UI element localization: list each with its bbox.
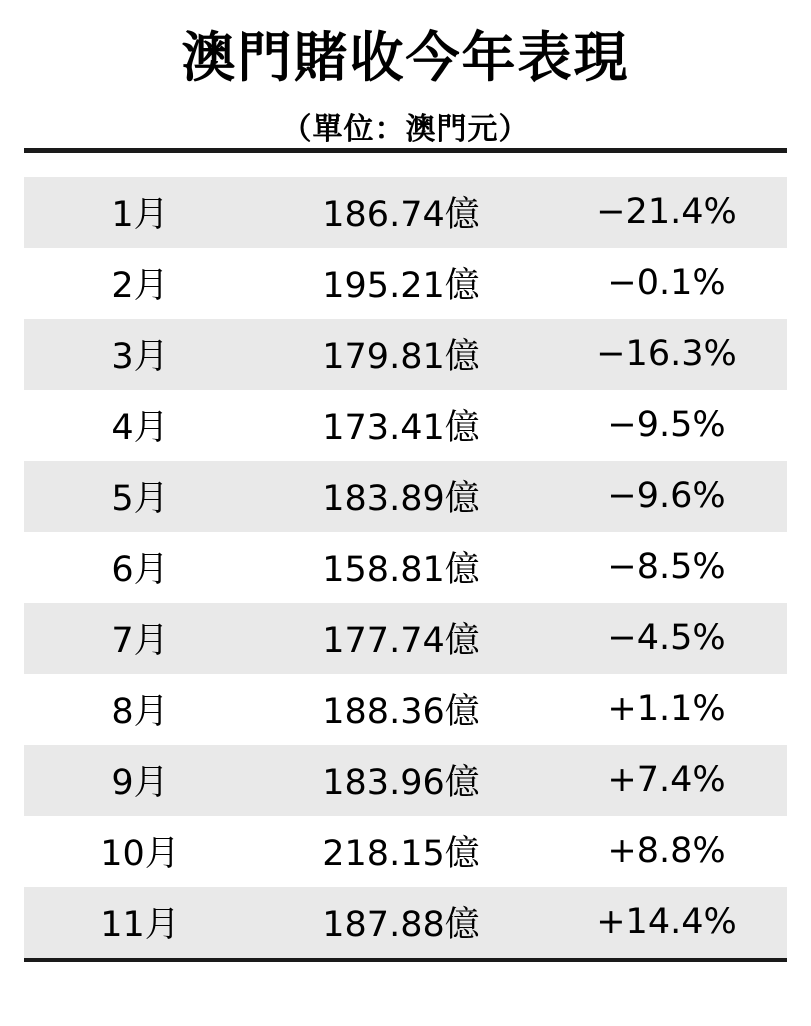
change-value: +8.8%: [607, 831, 726, 872]
amount-value: 187.88億: [322, 905, 480, 946]
table-row: [24, 319, 787, 390]
table-row: [24, 390, 787, 461]
cell-change: [546, 532, 787, 603]
change-value: −0.1%: [607, 263, 726, 304]
cell-change: [546, 674, 787, 745]
change-value: +7.4%: [607, 760, 726, 801]
month-value: 9月: [111, 763, 169, 804]
cell-amount: [256, 177, 546, 248]
table-row: [24, 674, 787, 745]
month-value: 5月: [111, 479, 169, 520]
cell-change: [546, 390, 787, 461]
cell-month: [24, 177, 256, 248]
table-row: [24, 461, 787, 532]
cell-month: [24, 461, 256, 532]
cell-month: [24, 887, 256, 958]
cell-change: [546, 248, 787, 319]
amount-value: 188.36億: [322, 692, 480, 733]
page-subtitle: （單位：澳門元）: [281, 111, 530, 147]
table-row: [24, 177, 787, 248]
page-title: 澳門賭收今年表現: [181, 26, 630, 89]
month-value: 2月: [111, 266, 169, 307]
month-value: 10月: [100, 834, 180, 875]
table-row: [24, 887, 787, 958]
cell-amount: [256, 461, 546, 532]
month-value: 6月: [111, 550, 169, 591]
table-row: [24, 532, 787, 603]
cell-amount: [256, 674, 546, 745]
table-body: [24, 177, 787, 958]
month-value: 11月: [100, 905, 180, 946]
cell-change: [546, 461, 787, 532]
cell-change: [546, 745, 787, 816]
table-row: [24, 248, 787, 319]
cell-month: [24, 248, 256, 319]
gaming-revenue-table: [24, 177, 787, 958]
cell-change: [546, 816, 787, 887]
change-value: −9.6%: [607, 476, 726, 517]
cell-change: [546, 603, 787, 674]
table-row: [24, 816, 787, 887]
change-value: +14.4%: [596, 902, 737, 943]
cell-amount: [256, 390, 546, 461]
cell-month: [24, 603, 256, 674]
table-top-rule: [24, 148, 787, 153]
change-value: −8.5%: [607, 547, 726, 588]
change-value: −21.4%: [596, 192, 737, 233]
infographic-page: [0, 26, 811, 1026]
table-row: [24, 603, 787, 674]
cell-amount: [256, 887, 546, 958]
table-bottom-rule: [24, 958, 787, 962]
cell-amount: [256, 745, 546, 816]
table-container: [24, 177, 787, 958]
cell-month: [24, 674, 256, 745]
table-row: [24, 745, 787, 816]
cell-change: [546, 177, 787, 248]
cell-amount: [256, 532, 546, 603]
month-value: 1月: [111, 195, 169, 236]
cell-month: [24, 390, 256, 461]
amount-value: 158.81億: [322, 550, 480, 591]
amount-value: 183.89億: [322, 479, 480, 520]
cell-month: [24, 319, 256, 390]
change-value: +1.1%: [607, 689, 726, 730]
month-value: 4月: [111, 408, 169, 449]
cell-amount: [256, 816, 546, 887]
amount-value: 177.74億: [322, 621, 480, 662]
change-value: −9.5%: [607, 405, 726, 446]
amount-value: 173.41億: [322, 408, 480, 449]
cell-amount: [256, 319, 546, 390]
cell-change: [546, 887, 787, 958]
cell-month: [24, 532, 256, 603]
month-value: 8月: [111, 692, 169, 733]
change-value: −16.3%: [596, 334, 737, 375]
amount-value: 183.96億: [322, 763, 480, 804]
change-value: −4.5%: [607, 618, 726, 659]
amount-value: 179.81億: [322, 337, 480, 378]
cell-change: [546, 319, 787, 390]
month-value: 7月: [111, 621, 169, 662]
amount-value: 195.21億: [322, 266, 480, 307]
cell-month: [24, 745, 256, 816]
cell-amount: [256, 603, 546, 674]
month-value: 3月: [111, 337, 169, 378]
amount-value: 186.74億: [322, 195, 480, 236]
amount-value: 218.15億: [322, 834, 480, 875]
cell-month: [24, 816, 256, 887]
cell-amount: [256, 248, 546, 319]
